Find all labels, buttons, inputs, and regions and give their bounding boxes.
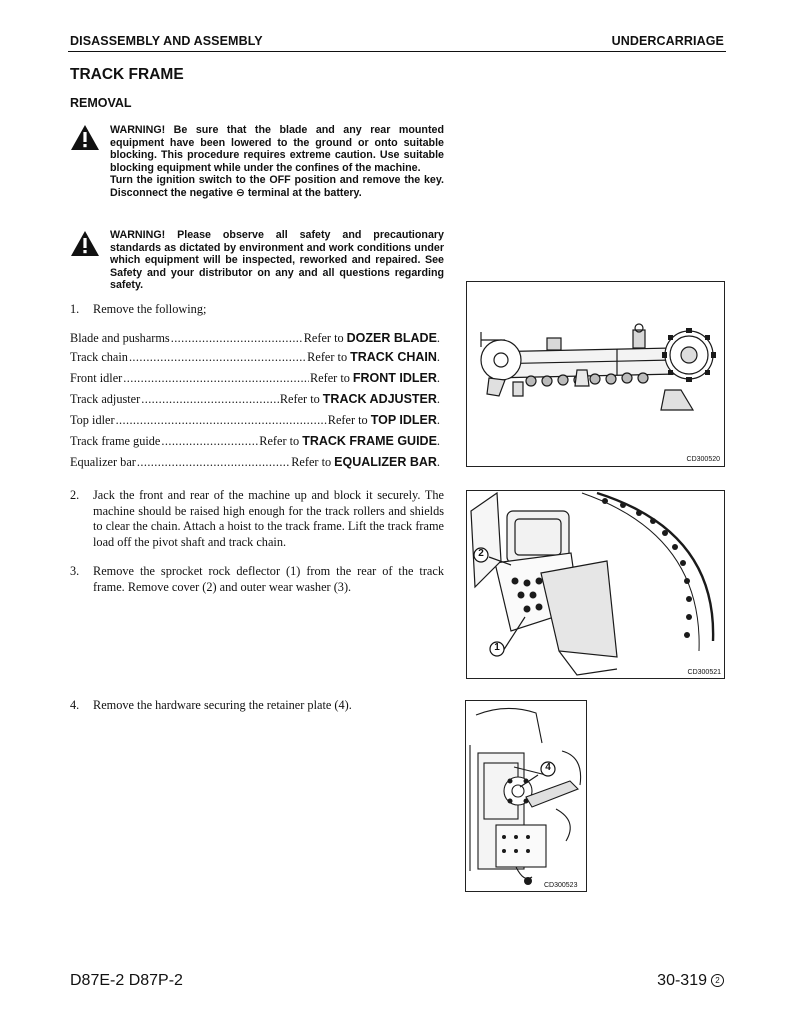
- section-header-left: DISASSEMBLY AND ASSEMBLY: [70, 34, 263, 48]
- figure-code: CD300521: [687, 669, 721, 676]
- reference-target: EQUALIZER BAR: [334, 455, 437, 469]
- reference-item: Track chain: [70, 350, 128, 364]
- step-1: [70, 302, 444, 320]
- rock-deflector-figure: [466, 490, 725, 679]
- footer-model: D87E-2 D87P-2: [70, 972, 183, 989]
- dot-leader: [129, 350, 306, 365]
- step-text: Remove the following;: [93, 302, 207, 316]
- step-text: Remove the sprocket rock deflector (1) from the rear of the track frame. Remove cover (2) and outer wear washer (3).: [93, 564, 444, 594]
- figure-code: CD300523: [544, 882, 578, 889]
- reference-item: Front idler: [70, 371, 123, 385]
- revision-badge: 2: [711, 974, 724, 987]
- reference-row: [70, 350, 440, 366]
- section-header-right: UNDERCARRIAGE: [611, 34, 724, 48]
- retainer-plate-figure: [465, 700, 587, 892]
- warning-triangle-icon: [70, 124, 100, 151]
- dot-leader: [171, 331, 303, 346]
- step-number: 4.: [70, 698, 80, 712]
- warning-triangle-icon: [70, 230, 100, 257]
- callout-label: 2: [478, 548, 484, 559]
- reference-target: TOP IDLER: [370, 413, 437, 427]
- dot-leader: [141, 392, 279, 407]
- reference-period: .: [436, 392, 440, 406]
- reference-target: FRONT IDLER: [352, 371, 437, 385]
- reference-item: Top idler: [70, 413, 115, 427]
- step-4: [70, 698, 444, 716]
- warning-block-2: [110, 229, 444, 292]
- callout-label: 1: [494, 642, 500, 653]
- step-number: 1.: [70, 302, 80, 316]
- dot-leader: [137, 455, 290, 470]
- reference-prefix: Refer to: [303, 331, 344, 345]
- dot-leader: [161, 434, 258, 449]
- track-frame-figure: [466, 281, 725, 467]
- reference-prefix: Refer to: [307, 350, 348, 364]
- reference-period: .: [436, 350, 440, 364]
- reference-row: [70, 434, 440, 450]
- dot-leader: [116, 413, 327, 428]
- warning-1-text: WARNING! Be sure that the blade and any rear mounted equipment have been lowered to the ground or onto suitable blocking. This procedure requires extreme caution. Use suitable blocking equipment while under the confines of the machine.: [110, 124, 444, 174]
- reference-item: Equalizer bar: [70, 455, 136, 469]
- callout-label: 4: [545, 762, 551, 773]
- step-2: [70, 488, 444, 552]
- reference-period: .: [436, 331, 440, 345]
- reference-period: .: [436, 371, 440, 385]
- reference-row: [70, 413, 440, 429]
- track-frame-illustration: [467, 282, 724, 466]
- reference-row: [70, 331, 440, 347]
- reference-item: Track adjuster: [70, 392, 141, 406]
- step-number: 3.: [70, 564, 80, 578]
- reference-row: [70, 392, 440, 408]
- page-title: TRACK FRAME: [70, 66, 184, 83]
- step-3: [70, 564, 444, 598]
- step-number: 2.: [70, 488, 80, 502]
- warning-1-text-2: Turn the ignition switch to the OFF position and remove the key. Disconnect the negative ⊖ terminal at the battery.: [110, 174, 444, 199]
- reference-row: [70, 455, 440, 471]
- rock-deflector-illustration: [467, 491, 724, 678]
- footer-page: [657, 972, 724, 990]
- reference-target: TRACK CHAIN: [350, 350, 437, 364]
- step-text: Remove the hardware securing the retainer plate (4).: [93, 698, 352, 712]
- reference-prefix: Refer to: [259, 434, 300, 448]
- reference-item: Blade and pusharms: [70, 331, 170, 345]
- warning-2-text: WARNING! Please observe all safety and precautionary standards as dictated by environment and work conditions under which equipment will be inspected, reworked and repaired. See Safety and your distributor on any and all questions regarding safety.: [110, 229, 444, 292]
- reference-prefix: Refer to: [291, 455, 332, 469]
- section-subtitle: REMOVAL: [70, 96, 132, 110]
- reference-target: TRACK FRAME GUIDE: [302, 434, 437, 448]
- reference-period: .: [436, 455, 440, 469]
- reference-period: .: [436, 413, 440, 427]
- header-rule: [68, 51, 726, 52]
- reference-target: TRACK ADJUSTER: [322, 392, 437, 406]
- reference-target: DOZER BLADE: [346, 331, 437, 345]
- step-text: Jack the front and rear of the machine up and block it securely. The machine should be raised high enough for the track rollers and shields to clear the chain. Attach a hoist to the track frame. Lift the track frame load off the pivot shaft and track chain.: [93, 488, 444, 549]
- reference-item: Track frame guide: [70, 434, 161, 448]
- reference-prefix: Refer to: [327, 413, 368, 427]
- figure-code: CD300520: [686, 456, 720, 463]
- page-number: 30-319: [657, 972, 707, 989]
- reference-period: .: [436, 434, 440, 448]
- dot-leader: [123, 371, 309, 386]
- reference-row: [70, 371, 440, 387]
- retainer-plate-illustration: [466, 701, 586, 891]
- reference-prefix: Refer to: [279, 392, 320, 406]
- warning-block-1: [110, 124, 444, 200]
- reference-prefix: Refer to: [309, 371, 350, 385]
